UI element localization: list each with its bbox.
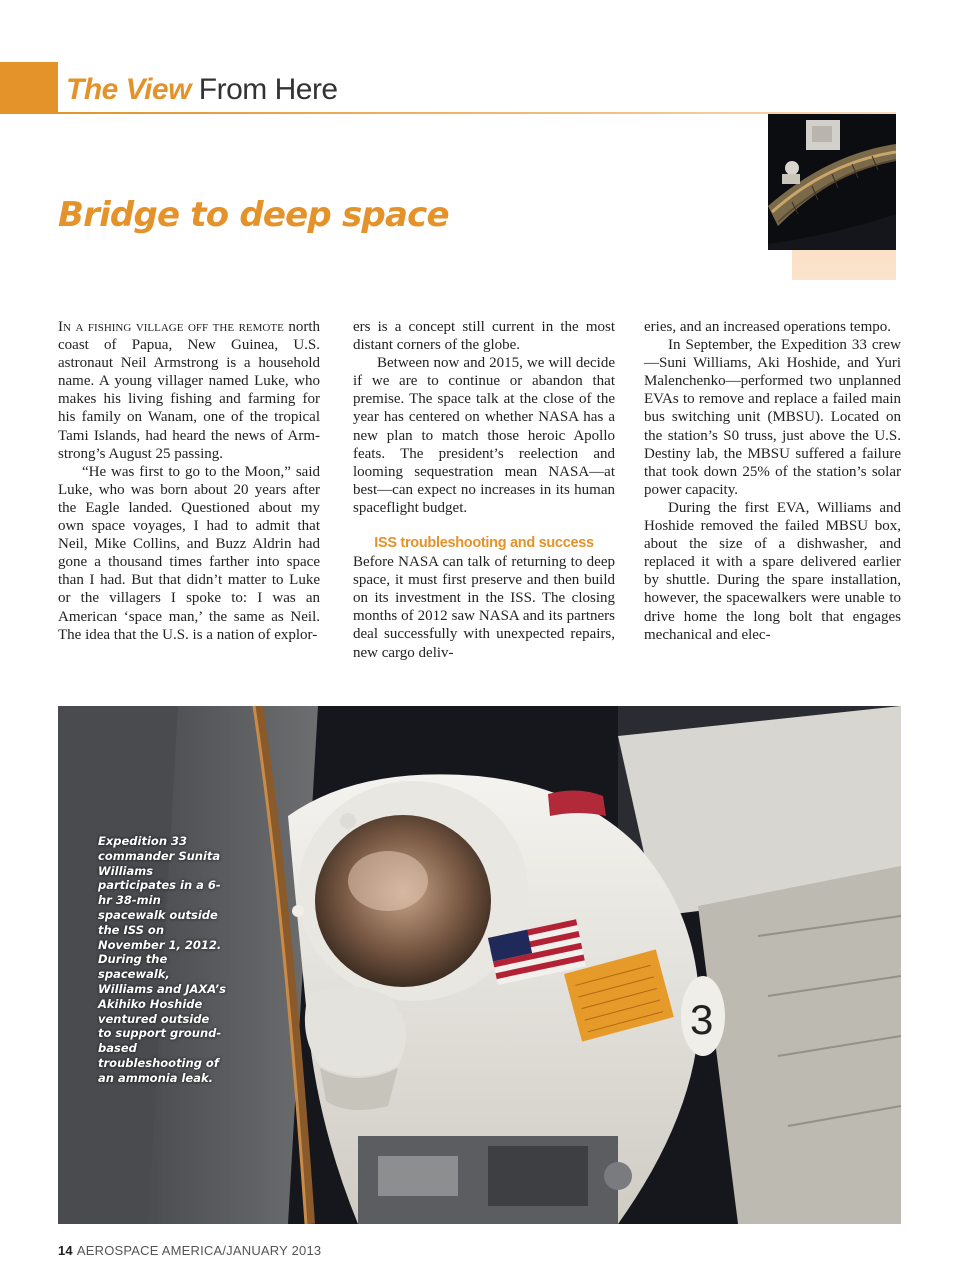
suit-number-marking: 3	[690, 996, 714, 1043]
paragraph: eries, and an increased operations tempo.	[644, 319, 891, 335]
paragraph: Before NASA can talk of returning to deep space, it must first preserve and then build on its investment in the ISS. The closing months of 2012 saw NASA and its partners deal successfully with unexpected repairs, new cargo deliv-	[353, 554, 615, 661]
paragraph: During the first EVA, Williams and Hoshide removed the failed MBSU box, about the size of a dishwasher, and replaced it with a spare delivered earlier by shuttle. During the spare installation, however, the spacewalkers were unable to drive home the long bolt that engages mechanical and elec-	[644, 499, 901, 643]
iss-solar-array-icon	[768, 114, 896, 250]
photo-caption: Expedition 33 commander Sunita Williams participates in a 6-hr 38-min spacewalk outside the ISS on November 1, 2012. During the spacewalk, Williams and JAXA’s Akihiko Hoshide ventured outside to support ground-based troubleshooting of an ammonia leak.	[98, 834, 226, 1085]
paragraph	[58, 318, 320, 463]
article-column-1	[58, 318, 320, 684]
subhead: ISS troubleshooting and success	[374, 535, 594, 552]
page-footer	[58, 1243, 321, 1258]
article-column-3	[644, 318, 901, 684]
section-title	[66, 70, 338, 110]
lead-in-smallcaps: In a fishing village off the remote	[58, 319, 284, 335]
publication-line: AEROSPACE AMERICA/JANUARY 2013	[76, 1243, 322, 1258]
section-title-rest: From Here	[198, 73, 338, 106]
iss-thumbnail-photo	[768, 114, 896, 250]
page-number: 14	[58, 1243, 73, 1258]
article-column-2	[353, 318, 615, 684]
paragraph-text: north coast of Papua, New Guinea, U.S. astronaut Neil Armstrong is a household name. A young villager named Luke, who makes his living fishing and farming for his family on Wanam, one of the tropical Tami Islands, had heard the news of Armstrong’s August 25 passing.	[58, 319, 320, 462]
section-banner-block	[0, 62, 58, 114]
paragraph: Between now and 2015, we will decide if we are to continue or abandon that premise. The space talk at the close of the year has centered on whether NASA has a new plan to match those heroic Apollo feats. The president’s reelection and looming sequestration mean NASA—at best—can expect no increases in its human spaceflight budget.	[353, 355, 615, 516]
article-headline: Bridge to deep space	[58, 195, 449, 235]
paragraph: ers is a concept still current in the most distant corners of the globe.	[353, 319, 615, 354]
paragraph: “He was first to go to the Moon,” said Luke, who was born about 20 years after the Eagle landed. Questioned about my own space voyages, I had to admit that Neil, Mike Collins, and Buzz Aldrin had gone a thousand times farther into space than I had. But that didn’t matter to Luke or the villagers I spoke to: I was an American ‘space man,’ the same as Neil. The idea that the U.S. is a nation of explor-	[58, 463, 320, 643]
section-title-accent: The View	[66, 73, 191, 106]
paragraph: In September, the Expedition 33 crew—Suni Williams, Aki Hoshide, and Yuri Malenchenko—performed two unplanned EVAs to remove and replace a failed main bus switching unit (MBSU). Located on the station’s S0 truss, just above the U.S. Destiny lab, the MBSU suffered a failure that took down 25% of the station’s solar power capacity.	[644, 337, 901, 498]
